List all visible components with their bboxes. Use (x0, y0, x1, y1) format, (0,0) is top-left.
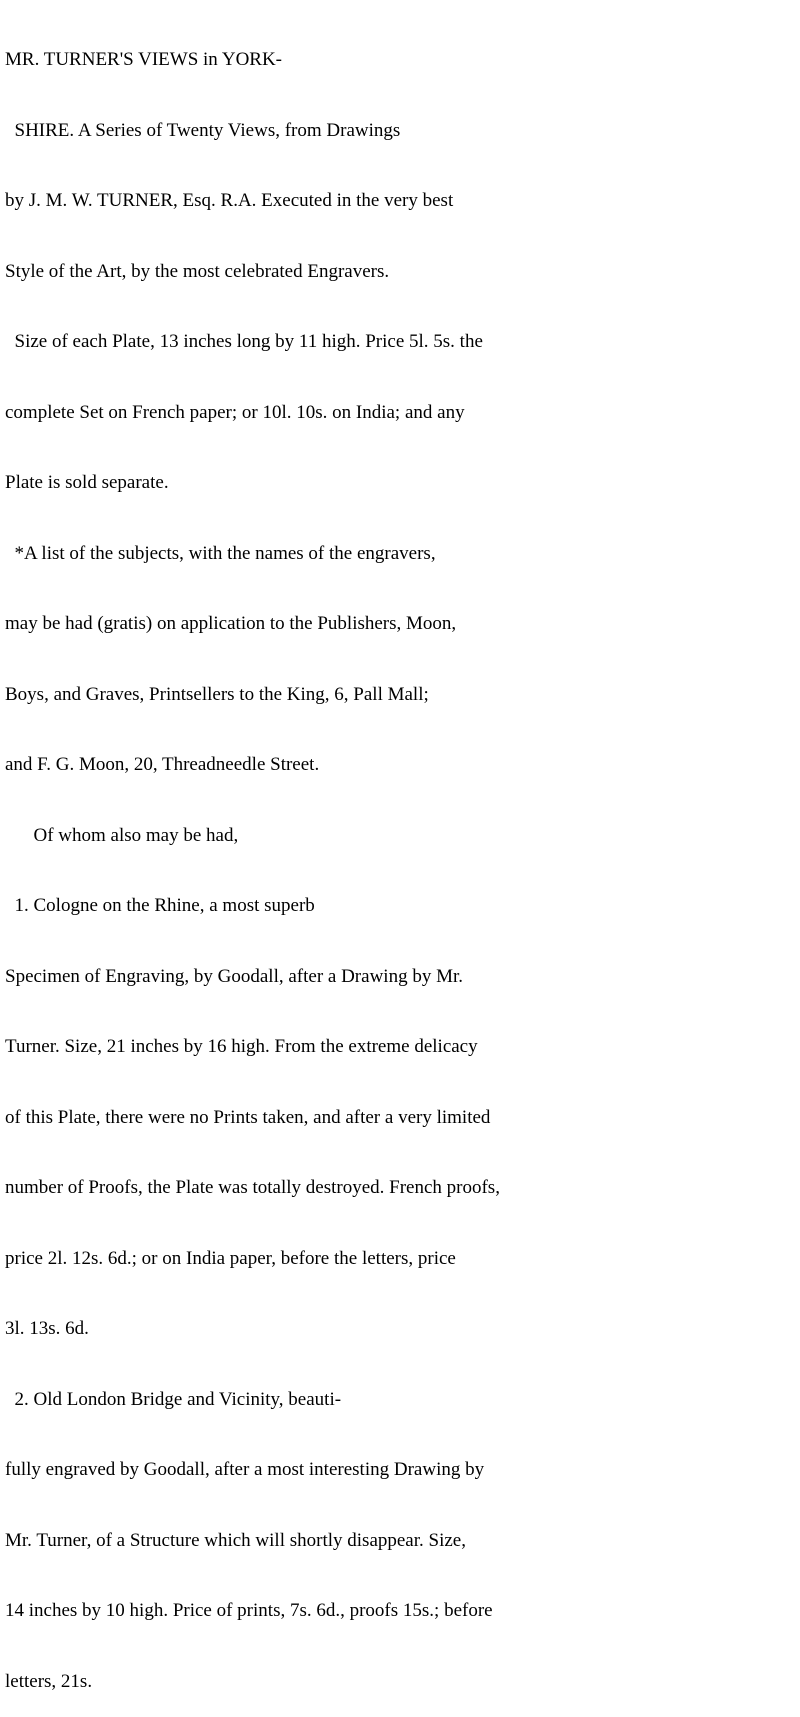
text-line: 1. Cologne on the Rhine, a most superb (5, 895, 315, 916)
heading-line: MR. TURNER'S VIEWS in YORK- (5, 49, 283, 70)
text-line: Boys, and Graves, Printsellers to the King, 6, Pall Mall; (5, 683, 429, 705)
text-line: Style of the Art, by the most celebrated Engravers. (5, 260, 390, 282)
advertisement-text (5, 1, 795, 1717)
text-line: complete Set on French paper; or 10l. 10s. on India; and any (5, 401, 465, 423)
text-line: Size of each Plate, 13 inches long by 11 high. Price 5l. 5s. the (5, 331, 483, 352)
text-line: may be had (gratis) on application to the Publishers, Moon, (5, 613, 457, 634)
text-line: of this Plate, there were no Prints taken, and after a very limited (5, 1106, 491, 1128)
text-line: Turner. Size, 21 inches by 16 high. From the extreme delicacy (5, 1036, 478, 1057)
text-line: 2. Old London Bridge and Vicinity, beauti- (5, 1388, 342, 1410)
text-line: fully engraved by Goodall, after a most interesting Drawing by (5, 1459, 485, 1480)
text-line: 3l. 13s. 6d. (5, 1318, 89, 1339)
text-line: number of Proofs, the Plate was totally destroyed. French proofs, (5, 1177, 500, 1198)
text-line: Of whom also may be had, (5, 824, 239, 846)
text-line: by J. M. W. TURNER, Esq. R.A. Executed in the very best (5, 190, 454, 211)
text-line: Mr. Turner, of a Structure which will shortly disappear. Size, (5, 1529, 466, 1551)
text-line: price 2l. 12s. 6d.; or on India paper, before the letters, price (5, 1247, 456, 1269)
text-line: SHIRE. A Series of Twenty Views, from Drawings (5, 119, 401, 141)
text-line: Plate is sold separate. (5, 472, 169, 493)
text-line: 14 inches by 10 high. Price of prints, 7s. 6d., proofs 15s.; before (5, 1600, 493, 1621)
text-line: letters, 21s. (5, 1670, 93, 1692)
text-line: and F. G. Moon, 20, Threadneedle Street. (5, 754, 320, 775)
text-line: *A list of the subjects, with the names of the engravers, (5, 542, 436, 564)
text-line: Specimen of Engraving, by Goodall, after a Drawing by Mr. (5, 965, 463, 987)
